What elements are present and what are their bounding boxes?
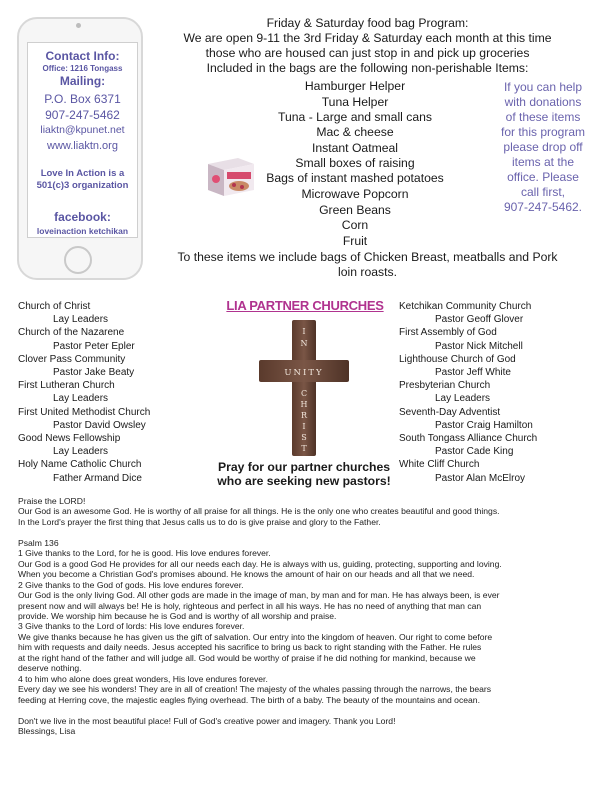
church-name: South Tongass Alliance Church: [399, 433, 538, 445]
help-line: of these items: [505, 110, 581, 124]
phone-home-button-icon: [64, 246, 92, 274]
devotional-line: present now and will always be! He is holy, righteous and perfect in all his ways. He has no need of anything that man can: [18, 600, 482, 611]
help-line: items at the: [511, 155, 575, 169]
church-name: White Cliff Church: [399, 459, 480, 471]
devotional-line: Our God is an awesome God. He is worthy of all praise for all things. He is the only one who creates beautiful and good things.: [18, 506, 500, 517]
nonprofit-line1: Love In Action is a: [40, 168, 125, 179]
contact-phone: 907-247-5462: [45, 108, 120, 122]
church-leader: Lay Leaders: [435, 393, 491, 405]
contact-office: Office: 1216 Tongass: [42, 64, 123, 73]
church-name: First Assembly of God: [399, 327, 497, 339]
church-name: Presbyterian Church: [399, 380, 491, 392]
food-item: Green Beans: [319, 203, 391, 217]
cross-unity-text: UNITY: [284, 368, 324, 378]
food-item: Tuna - Large and small cans: [277, 110, 432, 124]
church-leader: Pastor David Owsley: [53, 419, 146, 431]
devotional-line: Don't we live in the most beautiful place! Full of God's creative power and imagery. Thank you Lord!: [18, 715, 396, 726]
devotional-line: Our God is a good God He provides for all our needs each day. He is always with us, guiding, protecting, supporting and loving.: [18, 558, 502, 569]
devotional-line: at the right hand of the father and will judge all. God would be worthy of praise if he did nothing for mankind, because we: [18, 652, 476, 663]
devotional-line: Blessings, Lisa: [18, 725, 76, 736]
help-line: 907-247-5462.: [503, 200, 583, 214]
prayer-line: who are seeking new pastors!: [217, 474, 391, 488]
phone-camera-icon: [76, 23, 81, 28]
devotional-line: 2 Give thanks to the God of gods. His love endures forever.: [18, 579, 244, 590]
devotional-line: provide. We worship him because he is God and is worthy of all worship and praise.: [18, 610, 337, 621]
facebook-handle[interactable]: loveinaction ketchikan: [36, 226, 129, 236]
church-leader: Lay Leaders: [53, 393, 109, 405]
cross-letter: I: [302, 327, 306, 336]
food-item: Tuna Helper: [321, 95, 389, 109]
prayer-line: Pray for our partner churches: [217, 460, 391, 474]
church-leader: Pastor Nick Mitchell: [435, 340, 523, 352]
food-intro-line: We are open 9-11 the 3rd Friday & Saturday each month at this time: [183, 31, 552, 45]
devotional-line: 1 Give thanks to the Lord, for he is good. His love endures forever.: [18, 548, 271, 559]
food-closing-line: loin roasts.: [338, 265, 397, 279]
prayer-request: [206, 460, 402, 488]
devotional-line: feeding at Herring cove, the majestic eagles flying overhead. The birth of a baby. The beauty of the mountains and ocean.: [18, 694, 480, 705]
devotional-line: Our God is the only living God. All other gods are made in the image of man, by man and for man. He has always been, is ever: [18, 590, 500, 601]
contact-website[interactable]: www.liaktn.org: [47, 140, 118, 152]
help-line: please drop off: [503, 140, 583, 154]
church-leader: Pastor Jake Beaty: [53, 367, 135, 379]
help-line: with donations: [504, 95, 582, 109]
food-intro-line: those who are housed can just stop in and pick up groceries: [205, 46, 530, 60]
devotional-line: [18, 527, 594, 537]
church-name: Holy Name Catholic Church: [18, 459, 142, 471]
food-item: Fruit: [342, 234, 368, 248]
contact-title: Contact Info:: [45, 49, 120, 63]
food-item: Small boxes of raising: [295, 156, 415, 170]
help-line: office. Please: [507, 170, 579, 184]
devotional-line: 3 Give thanks to the Lord of lords: His love endures forever.: [18, 621, 245, 632]
food-intro-line: Included in the bags are the following non-perishable Items:: [206, 61, 529, 75]
cross-letter: N: [300, 339, 308, 348]
nonprofit-line2: 501(c)3 organization: [36, 180, 129, 191]
devotional-line: deserve nothing.: [18, 663, 82, 674]
church-leader: Pastor Jeff White: [435, 367, 511, 379]
church-leader: Lay Leaders: [53, 446, 109, 458]
food-item: Microwave Popcorn: [301, 187, 409, 201]
devotional-line: In the Lord's prayer the first thing that Jesus calls us to do is give praise and glory to the Father.: [18, 516, 381, 527]
devotional-line: We give thanks because he has given us the gift of salvation. Our entry into the kingdom of heaven. Our right to come before: [18, 631, 493, 642]
church-leader: Pastor Craig Hamilton: [435, 419, 533, 431]
cross-letter: R: [300, 411, 308, 420]
cross-letter: I: [302, 422, 306, 431]
devotional-line: Psalm 136: [18, 537, 59, 548]
partner-churches-title: LIA PARTNER CHURCHES: [226, 298, 384, 313]
church-name: Good News Fellowship: [18, 433, 121, 445]
devotional-line: him with requests and daily needs. Jesus accepted his sacrifice to bring us back to right standing with the Father. He rules: [18, 642, 482, 653]
wooden-cross-icon: [259, 320, 349, 456]
cross-letter: T: [301, 444, 307, 453]
food-item: Mac & cheese: [316, 125, 394, 139]
devotional-line: Praise the LORD!: [18, 496, 86, 506]
cross-letter: C: [300, 389, 308, 398]
church-leader: Lay Leaders: [53, 314, 109, 326]
food-item: Bags of instant mashed potatoes: [266, 171, 444, 185]
facebook-label: facebook:: [54, 210, 111, 224]
help-line: for this program: [500, 125, 586, 139]
church-leader: Pastor Alan McElroy: [435, 472, 526, 484]
church-leader: Pastor Geoff Glover: [435, 314, 524, 326]
cross-letter: H: [300, 400, 308, 409]
church-name: First United Methodist Church: [18, 406, 151, 418]
contact-po-box: P.O. Box 6371: [44, 92, 121, 106]
help-line: call first,: [520, 185, 565, 199]
church-leader: Pastor Cade King: [435, 446, 514, 458]
devotional-line: When you become a Christian God's promises abound. He knows the amount of hair on our heads and all that we need.: [18, 569, 475, 580]
church-leader: Father Armand Dice: [53, 472, 142, 484]
devotional-line: [18, 705, 594, 715]
church-name: Clover Pass Community: [18, 353, 126, 365]
left-church-list: [18, 300, 150, 485]
cross-letter: S: [301, 433, 307, 442]
food-program-heading: Friday & Saturday food bag Program:: [266, 16, 469, 30]
church-name: Church of the Nazarene: [18, 327, 125, 339]
food-item: Instant Oatmeal: [311, 141, 399, 155]
contact-email[interactable]: liaktn@kpunet.net: [40, 124, 125, 136]
food-item: Corn: [341, 218, 369, 232]
devotional-text: [18, 496, 594, 736]
food-item: Hamburger Helper: [304, 79, 406, 93]
church-leader: Pastor Peter Epler: [53, 340, 135, 352]
church-name: Lighthouse Church of God: [399, 353, 516, 365]
right-church-list: [399, 300, 537, 485]
devotional-line: Every day we see his wonders! They are in all of creation! The majesty of the whales passing through the narrows, the bears: [18, 684, 492, 695]
church-name: Church of Christ: [18, 301, 91, 312]
oatmeal-box-icon: [204, 154, 258, 198]
donation-help-note: [478, 80, 608, 215]
church-name: Seventh-Day Adventist: [399, 406, 501, 418]
church-name: Ketchikan Community Church: [399, 301, 532, 312]
church-name: First Lutheran Church: [18, 380, 115, 392]
food-closing-line: To these items we include bags of Chicken Breast, meatballs and Pork: [177, 250, 558, 264]
help-line: If you can help: [503, 80, 583, 94]
contact-mailing-label: Mailing:: [59, 74, 106, 88]
devotional-line: 4 to him who alone does great wonders, His love endures forever.: [18, 673, 268, 684]
